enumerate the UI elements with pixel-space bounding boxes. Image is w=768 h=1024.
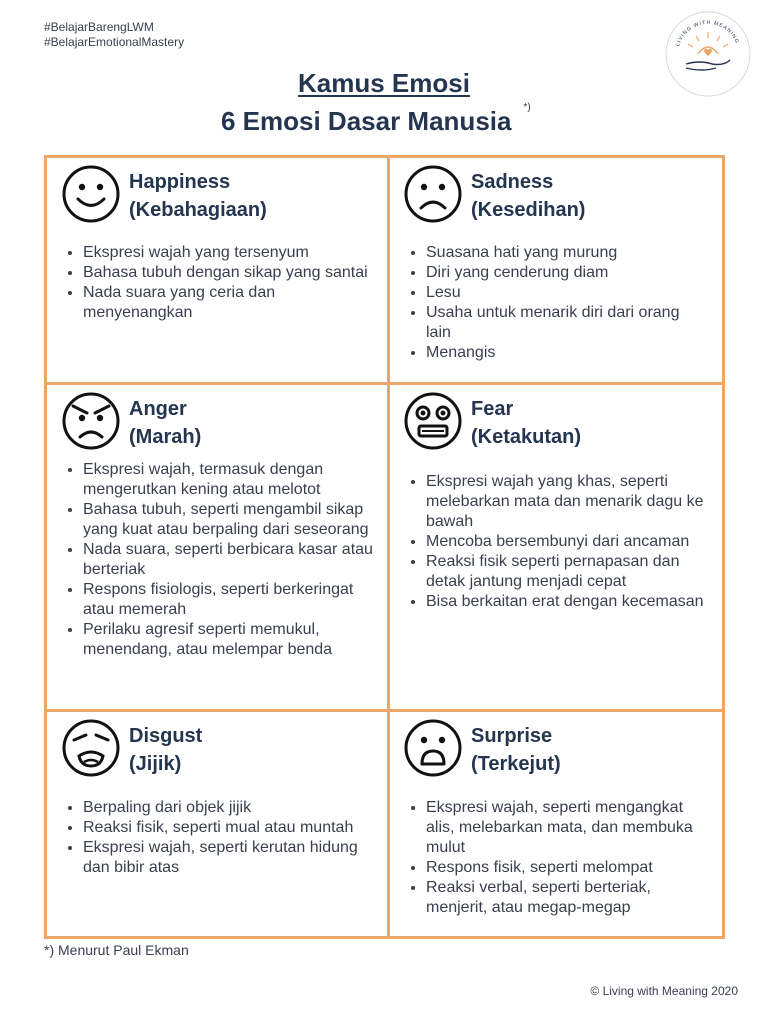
subtitle-text: 6 Emosi Dasar Manusia — [221, 106, 512, 136]
emotion-name-en: Happiness — [129, 171, 231, 193]
list-item: • Ekspresi wajah, seperti mengangkat alis, melebarkan mata, dan membuka mulut — [426, 798, 708, 858]
sad-face-icon — [403, 164, 463, 224]
list-item: • Reaksi fisik seperti pernapasan dan detak jantung menjadi cepat — [426, 552, 708, 592]
emotion-card-disgust — [47, 712, 387, 936]
list-item: • Nada suara yang ceria dan menyenangkan — [83, 283, 373, 323]
hashtag-lwm: #BelajarBarengLWM — [44, 20, 154, 34]
list-item: • Lesu — [426, 283, 708, 303]
emotion-points — [410, 243, 708, 363]
list-item: • Ekspresi wajah yang tersenyum — [83, 243, 373, 263]
list-item: • Reaksi verbal, seperti berteriak, menjerit, atau megap-megap — [426, 878, 708, 918]
list-item: • Menangis — [426, 343, 708, 363]
list-item: • Mencoba bersembunyi dari ancaman — [426, 532, 708, 552]
emotion-card-surprise — [390, 712, 722, 936]
emotion-points — [67, 460, 373, 660]
emotion-card-happiness — [47, 158, 387, 382]
emotion-name-en: Sadness — [471, 171, 554, 193]
list-item: • Perilaku agresif seperti memukul, menendang, atau melempar benda — [83, 620, 373, 660]
list-item: • Bahasa tubuh dengan sikap yang santai — [83, 263, 373, 283]
emotion-card-anger — [47, 385, 387, 709]
hashtag-emotional-mastery: #BelajarEmotionalMastery — [44, 35, 185, 49]
emotion-name-en: Disgust — [129, 725, 203, 747]
emotion-points — [410, 798, 708, 918]
fear-face-icon — [403, 391, 463, 451]
emotion-title — [471, 395, 581, 451]
emotion-title — [129, 168, 267, 224]
list-item: • Bisa berkaitan erat dengan kecemasan — [426, 592, 708, 612]
emotion-title — [471, 168, 585, 224]
hashtags — [44, 20, 184, 50]
list-item: • Diri yang cenderung diam — [426, 263, 708, 283]
list-item: • Respons fisik, seperti melompat — [426, 858, 708, 878]
list-item: • Nada suara, seperti berbicara kasar atau berteriak — [83, 540, 373, 580]
list-item: • Bahasa tubuh, seperti mengambil sikap yang kuat atau berpaling dari seseorang — [83, 500, 373, 540]
page-title: Kamus Emosi — [298, 68, 470, 98]
footnote-mark: *) — [523, 102, 531, 114]
happy-face-icon — [61, 164, 121, 224]
list-item: • Ekspresi wajah, termasuk dengan mengerutkan kening atau melotot — [83, 460, 373, 500]
emotion-card-sadness — [390, 158, 722, 382]
list-item: • Ekspresi wajah yang khas, seperti melebarkan mata dan menarik dagu ke bawah — [426, 472, 708, 532]
emotion-points — [67, 798, 373, 878]
emotion-name-en: Fear — [471, 398, 514, 420]
list-item: • Suasana hati yang murung — [426, 243, 708, 263]
emotion-title — [129, 722, 202, 778]
emotion-name-id: (Jijik) — [129, 753, 182, 775]
emotion-name-id: (Ketakutan) — [471, 426, 582, 448]
list-item: • Berpaling dari objek jijik — [83, 798, 373, 818]
page-subtitle — [221, 102, 531, 137]
emotion-grid — [44, 155, 725, 939]
emotion-name-id: (Kesedihan) — [471, 199, 586, 221]
disgust-face-icon — [61, 718, 121, 778]
surprise-face-icon — [403, 718, 463, 778]
emotion-name-id: (Kebahagiaan) — [129, 199, 267, 221]
list-item: • Respons fisiologis, seperti berkeringat atau memerah — [83, 580, 373, 620]
emotion-name-id: (Terkejut) — [471, 753, 561, 775]
emotion-name-en: Anger — [129, 398, 187, 420]
emotion-name-id: (Marah) — [129, 426, 202, 448]
footnote: *) Menurut Paul Ekman — [44, 942, 189, 958]
emotion-name-en: Surprise — [471, 725, 553, 747]
emotion-points — [67, 243, 373, 323]
list-item: • Reaksi fisik, seperti mual atau muntah — [83, 818, 373, 838]
logo-text: LIVING WITH MEANING — [675, 19, 741, 48]
emotion-title — [129, 395, 201, 451]
list-item: • Ekspresi wajah, seperti kerutan hidung dan bibir atas — [83, 838, 373, 878]
emotion-title — [471, 722, 561, 778]
list-item: • Usaha untuk menarik diri dari orang lain — [426, 303, 708, 343]
emotion-card-fear — [390, 385, 722, 709]
angry-face-icon — [61, 391, 121, 451]
copyright: © Living with Meaning 2020 — [590, 984, 738, 998]
emotion-points — [410, 472, 708, 612]
